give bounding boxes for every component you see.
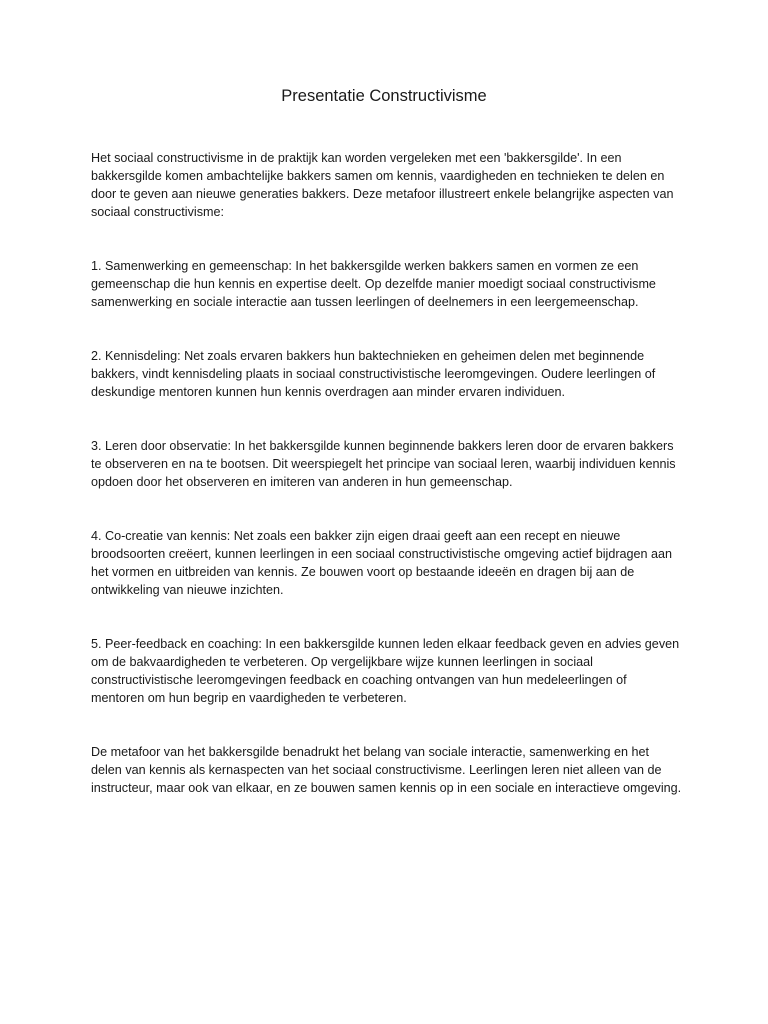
point-paragraph-3: 3. Leren door observatie: In het bakkersgilde kunnen beginnende bakkers leren door de ervaren bakkers te observeren en na te bootsen. Dit weerspiegelt het principe van sociaal leren, waarbij individuen kennis opdoen door het observeren en imiteren van anderen in hun gemeenschap.	[91, 439, 676, 489]
point-paragraph-4: 4. Co-creatie van kennis: Net zoals een bakker zijn eigen draai geeft aan een recept en nieuwe broodsoorten creëert, kunnen leerlingen in een sociaal constructivistische omgeving actief bijdragen aan het vormen en uitbreiden van kennis. Ze bouwen voort op bestaande ideeën en dragen bij aan de ontwikkeling van nieuwe inzichten.	[91, 529, 673, 597]
intro-paragraph: Het sociaal constructivisme in de praktijk kan worden vergeleken met een 'bakkersgilde'. In een bakkersgilde komen ambachtelijke bakkers samen om kennis, vaardigheden en technieken te delen en door te geven aan nieuwe generaties bakkers. Deze metafoor illustreert enkele belangrijke aspecten van sociaal constructivisme:	[91, 151, 674, 219]
page-title: Presentatie Constructivisme	[281, 87, 487, 105]
point-paragraph-2: 2. Kennisdeling: Net zoals ervaren bakkers hun baktechnieken en geheimen delen met beginnende bakkers, vindt kennisdeling plaats in sociaal constructivistische leeromgevingen. Oudere leerlingen of deskundige mentoren kunnen hun kennis overdragen aan minder ervaren individuen.	[91, 349, 656, 399]
point-paragraph-5: 5. Peer-feedback en coaching: In een bakkersgilde kunnen leden elkaar feedback geven en advies geven om de bakvaardigheden te verbeteren. Op vergelijkbare wijze kunnen leerlingen in sociaal constructivistische leeromgevingen feedback en coaching ontvangen van hun medeleerlingen of mentoren om hun begrip en vaardigheden te verbeteren.	[91, 637, 680, 705]
conclusion-paragraph: De metafoor van het bakkersgilde benadrukt het belang van sociale interactie, samenwerking en het delen van kennis als kernaspecten van het sociaal constructivisme. Leerlingen leren niet alleen van de instructeur, maar ook van elkaar, en ze bouwen samen kennis op in een sociale en interactieve omgeving.	[91, 745, 682, 795]
point-paragraph-1: 1. Samenwerking en gemeenschap: In het bakkersgilde werken bakkers samen en vormen ze een gemeenschap die hun kennis en expertise deelt. Op dezelfde manier moedigt sociaal constructivisme samenwerking en sociale interactie aan tussen leerlingen of deelnemers in een leergemeenschap.	[91, 259, 656, 309]
